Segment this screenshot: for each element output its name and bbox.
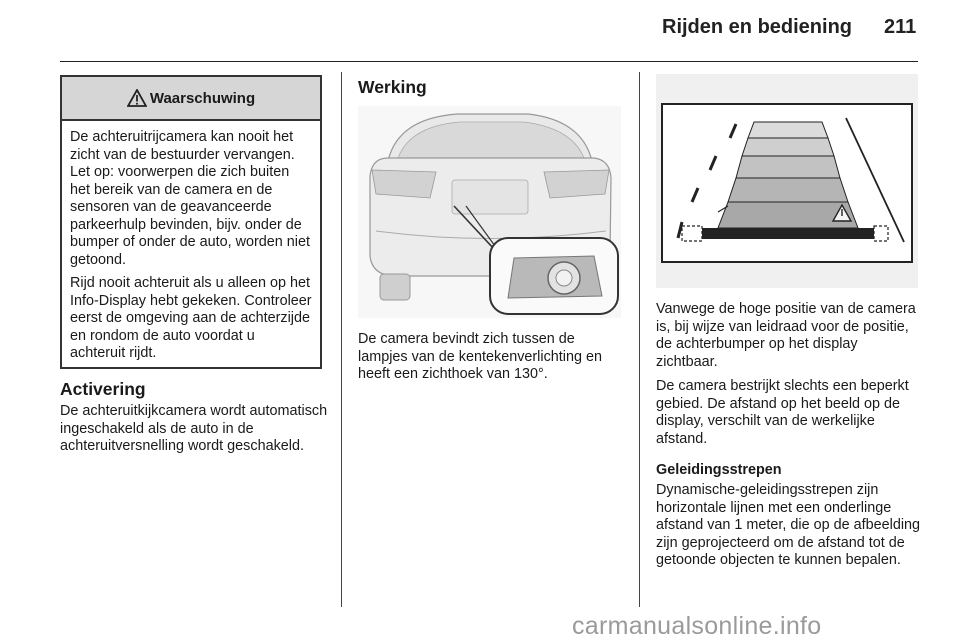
column-divider-left: [341, 72, 342, 607]
camera-display-illustration: [656, 74, 918, 288]
activering-text: De achteruitkijkcamera wordt automatisch ingeschakeld als de auto in de achteruitversnelling wordt geschakeld.: [60, 403, 328, 454]
column-divider-right: [639, 72, 640, 607]
car-rear-camera-illustration: [358, 106, 621, 318]
werking-caption: De camera bevindt zich tussen de lampjes van de kentekenverlichting en heeft een zichthoek van 130°.: [358, 331, 602, 382]
warning-triangle-icon: [127, 89, 147, 107]
warning-title: Waarschuwing: [149, 89, 256, 107]
guidelines-display-icon: [656, 74, 918, 288]
display-paragraph-1: Vanwege de hoge positie van de camera is, bij wijze van leidraad voor de positie, de achterbumper op het display zichtbaar.: [656, 301, 916, 370]
header-divider: [60, 61, 918, 62]
warning-box: [60, 75, 322, 369]
warning-paragraph: De achteruitrijcamera kan nooit het zicht van de bestuurder vervangen. Let op: voorwerpen die zich buiten het bereik van de camera en de sensoren van de geavanceerde parkeerhulp bevinden, bijv. onder de bumper of onder de auto, worden niet getoond.: [70, 129, 311, 268]
page-number: 211: [884, 16, 917, 38]
geleidingsstrepen-heading: Geleidingsstrepen: [656, 462, 782, 478]
watermark: carmanualsonline.info: [572, 612, 822, 640]
werking-heading: Werking: [358, 77, 427, 97]
warning-body: [62, 121, 320, 363]
warning-paragraph: Rijd nooit achteruit als u alleen op het Info-Display hebt gekeken. Controleer eerst de omgeving aan de achterzijde en rondom de auto voordat u achteruit rijdt.: [70, 275, 312, 361]
car-rear-icon: [358, 106, 621, 318]
activering-heading: Activering: [60, 379, 146, 399]
page-title: Rijden en bediening: [662, 16, 853, 38]
display-paragraph-2: De camera bestrijkt slechts een beperkt gebied. De afstand op het beeld op de display, verschilt van de werkelijke afstand.: [656, 378, 909, 447]
warning-header: [62, 77, 320, 121]
geleidingsstrepen-text: Dynamische-geleidingsstrepen zijn horizontale lijnen met een onderlinge afstand van 1 meter, die op de afbeelding zijn geprojecteerd om de afstand tot de getoonde objecten te kunnen bepalen.: [656, 482, 921, 568]
